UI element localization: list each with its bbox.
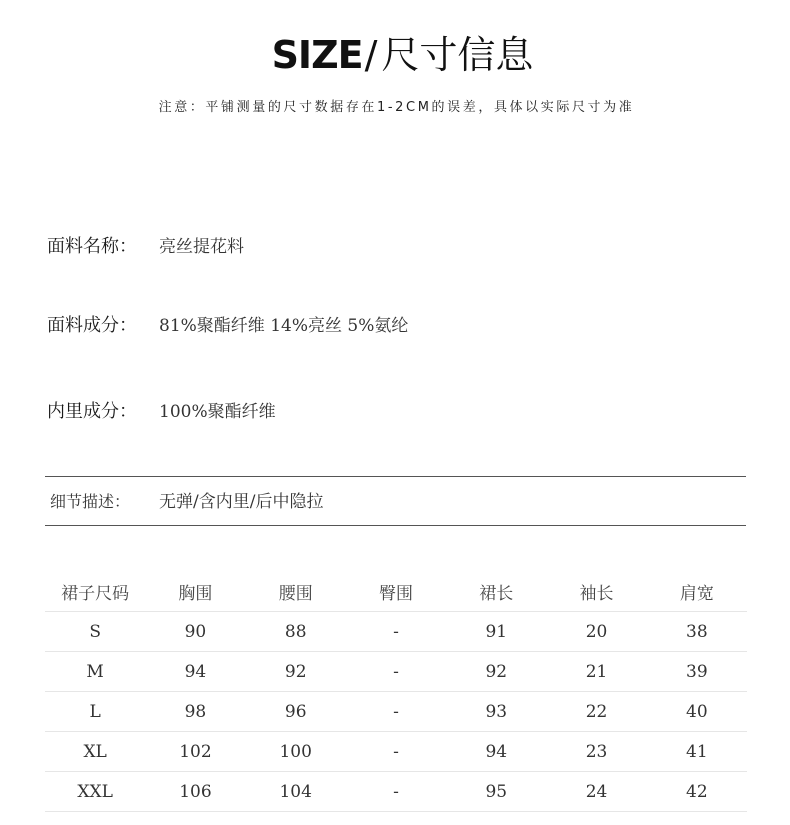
page-title xyxy=(0,32,790,78)
header-skirt-length: 裙长 xyxy=(446,572,546,612)
size-table xyxy=(45,572,747,812)
lining-composition-label: 内里成分： xyxy=(47,401,137,422)
cell-hip: - xyxy=(346,692,446,732)
cell-bust: 90 xyxy=(145,612,245,652)
cell-waist: 96 xyxy=(246,692,346,732)
cell-sleeve-length: 21 xyxy=(546,652,646,692)
cell-sleeve-length: 20 xyxy=(546,612,646,652)
detail-description-box xyxy=(45,476,746,526)
header-shoulder-width: 肩宽 xyxy=(647,572,747,612)
cell-skirt-length: 94 xyxy=(446,732,546,772)
cell-size: L xyxy=(45,692,145,732)
fabric-composition-row xyxy=(47,313,408,339)
cell-sleeve-length: 22 xyxy=(546,692,646,732)
header-hip: 臀围 xyxy=(346,572,446,612)
header-bust: 胸围 xyxy=(145,572,245,612)
header-sleeve-length: 袖长 xyxy=(546,572,646,612)
cell-skirt-length: 93 xyxy=(446,692,546,732)
cell-waist: 100 xyxy=(246,732,346,772)
cell-size: XXL xyxy=(45,772,145,812)
cell-skirt-length: 91 xyxy=(446,612,546,652)
title-separator: / xyxy=(364,33,378,77)
title-english: SIZE xyxy=(271,33,363,77)
cell-sleeve-length: 24 xyxy=(546,772,646,812)
detail-description-label: 细节描述： xyxy=(50,492,131,511)
header-size: 裙子尺码 xyxy=(45,572,145,612)
cell-shoulder-width: 38 xyxy=(647,612,747,652)
title-chinese: 尺寸信息 xyxy=(381,33,534,77)
table-row xyxy=(45,732,747,772)
fabric-composition-label: 面料成分： xyxy=(47,315,137,336)
cell-size: S xyxy=(45,612,145,652)
cell-waist: 88 xyxy=(246,612,346,652)
cell-shoulder-width: 39 xyxy=(647,652,747,692)
measurement-notice: 注意：平铺测量的尺寸数据存在1-2CM的误差，具体以实际尺寸为准 xyxy=(158,100,635,115)
fabric-name-value: 亮丝提花料 xyxy=(159,237,244,257)
cell-hip: - xyxy=(346,732,446,772)
cell-size: XL xyxy=(45,732,145,772)
cell-bust: 102 xyxy=(145,732,245,772)
cell-hip: - xyxy=(346,772,446,812)
cell-bust: 94 xyxy=(145,652,245,692)
lining-composition-row xyxy=(47,399,276,425)
cell-bust: 106 xyxy=(145,772,245,812)
detail-description-value: 无弹/含内里/后中隐拉 xyxy=(159,492,324,512)
lining-composition-value: 100%聚酯纤维 xyxy=(159,402,276,422)
table-row xyxy=(45,772,747,812)
cell-shoulder-width: 42 xyxy=(647,772,747,812)
cell-skirt-length: 95 xyxy=(446,772,546,812)
cell-shoulder-width: 41 xyxy=(647,732,747,772)
cell-sleeve-length: 23 xyxy=(546,732,646,772)
fabric-composition-value: 81%聚酯纤维 14%亮丝 5%氨纶 xyxy=(159,316,409,336)
size-table-header-row xyxy=(45,572,747,612)
cell-size: M xyxy=(45,652,145,692)
table-row xyxy=(45,652,747,692)
header-waist: 腰围 xyxy=(246,572,346,612)
cell-bust: 98 xyxy=(145,692,245,732)
cell-shoulder-width: 40 xyxy=(647,692,747,732)
fabric-name-label: 面料名称： xyxy=(47,236,137,257)
cell-waist: 104 xyxy=(246,772,346,812)
table-row xyxy=(45,692,747,732)
cell-hip: - xyxy=(346,612,446,652)
fabric-name-row xyxy=(47,234,244,260)
cell-waist: 92 xyxy=(246,652,346,692)
cell-hip: - xyxy=(346,652,446,692)
table-row xyxy=(45,612,747,652)
cell-skirt-length: 92 xyxy=(446,652,546,692)
